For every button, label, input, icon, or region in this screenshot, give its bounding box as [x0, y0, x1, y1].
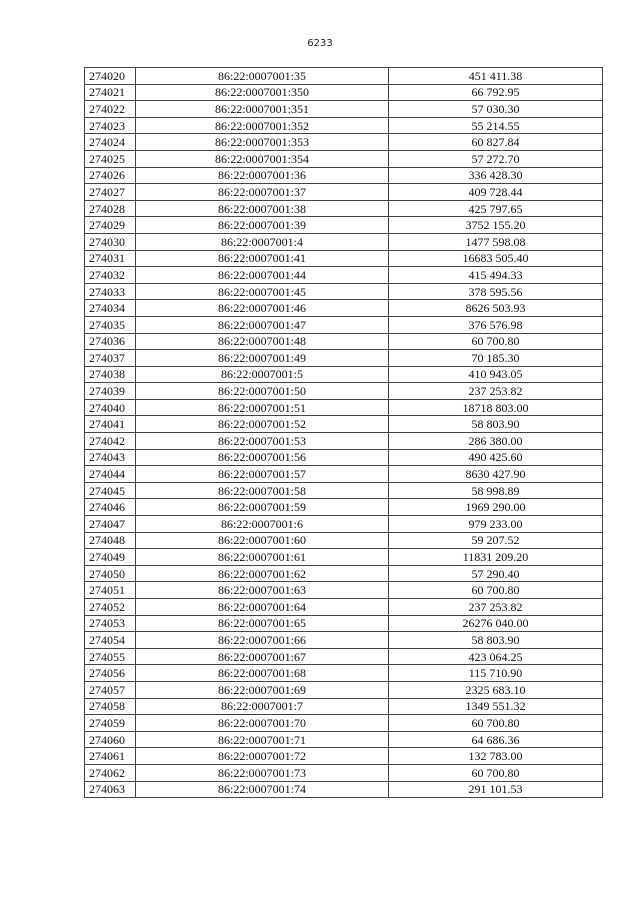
table-row: [85, 582, 603, 599]
cadastral-value-cell: 58 803.90: [389, 416, 603, 433]
row-number-cell: 274020: [85, 68, 136, 85]
cadastral-value-cell: 60 700.80: [389, 333, 603, 350]
row-number-cell: 274037: [85, 350, 136, 367]
cadastral-number-cell: 86:22:0007001:52: [136, 416, 389, 433]
row-number-cell: 274052: [85, 599, 136, 616]
cadastral-value-cell: 409 728.44: [389, 184, 603, 201]
table-row: [85, 466, 603, 483]
cadastral-value-cell: 57 272.70: [389, 150, 603, 167]
row-number-cell: 274030: [85, 233, 136, 250]
row-number-cell: 274041: [85, 416, 136, 433]
cadastral-value-cell: 1349 551.32: [389, 698, 603, 715]
row-number-cell: 274063: [85, 781, 136, 798]
cadastral-value-cell: 3752 155.20: [389, 217, 603, 234]
cadastral-number-cell: 86:22:0007001:41: [136, 250, 389, 267]
cadastral-number-cell: 86:22:0007001:38: [136, 200, 389, 217]
table-row: [85, 283, 603, 300]
cadastral-value-cell: 451 411.38: [389, 68, 603, 85]
cadastral-number-cell: 86:22:0007001:73: [136, 764, 389, 781]
cadastral-value-cell: 979 233.00: [389, 516, 603, 533]
cadastral-number-cell: 86:22:0007001:61: [136, 549, 389, 566]
row-number-cell: 274024: [85, 134, 136, 151]
cadastral-number-cell: 86:22:0007001:46: [136, 300, 389, 317]
cadastral-value-cell: 57 030.30: [389, 101, 603, 118]
cadastral-value-cell: 11831 209.20: [389, 549, 603, 566]
row-number-cell: 274046: [85, 499, 136, 516]
cadastral-number-cell: 86:22:0007001:48: [136, 333, 389, 350]
cadastral-value-cell: 1969 290.00: [389, 499, 603, 516]
cadastral-number-cell: 86:22:0007001:65: [136, 615, 389, 632]
cadastral-value-cell: 58 998.89: [389, 482, 603, 499]
table-row: [85, 681, 603, 698]
cadastral-value-cell: 55 214.55: [389, 117, 603, 134]
table-row: [85, 383, 603, 400]
cadastral-number-cell: 86:22:0007001:63: [136, 582, 389, 599]
cadastral-value-cell: 58 803.90: [389, 632, 603, 649]
table-row: [85, 350, 603, 367]
cadastral-value-cell: 286 380.00: [389, 433, 603, 450]
table-row: [85, 250, 603, 267]
row-number-cell: 274027: [85, 184, 136, 201]
table-row: [85, 599, 603, 616]
table-row: [85, 449, 603, 466]
row-number-cell: 274043: [85, 449, 136, 466]
cadastral-value-table: [84, 67, 603, 798]
table-row: [85, 300, 603, 317]
cadastral-value-cell: 336 428.30: [389, 167, 603, 184]
row-number-cell: 274060: [85, 731, 136, 748]
row-number-cell: 274042: [85, 433, 136, 450]
cadastral-number-cell: 86:22:0007001:35: [136, 68, 389, 85]
cadastral-value-cell: 425 797.65: [389, 200, 603, 217]
cadastral-number-cell: 86:22:0007001:6: [136, 516, 389, 533]
cadastral-number-cell: 86:22:0007001:70: [136, 715, 389, 732]
table-row: [85, 101, 603, 118]
table-row: [85, 516, 603, 533]
table-row: [85, 233, 603, 250]
cadastral-value-cell: 1477 598.08: [389, 233, 603, 250]
row-number-cell: 274031: [85, 250, 136, 267]
table-row: [85, 134, 603, 151]
table-row: [85, 150, 603, 167]
cadastral-number-cell: 86:22:0007001:58: [136, 482, 389, 499]
row-number-cell: 274062: [85, 764, 136, 781]
row-number-cell: 274029: [85, 217, 136, 234]
table-row: [85, 698, 603, 715]
table-row: [85, 648, 603, 665]
cadastral-number-cell: 86:22:0007001:67: [136, 648, 389, 665]
cadastral-number-cell: 86:22:0007001:49: [136, 350, 389, 367]
cadastral-number-cell: 86:22:0007001:36: [136, 167, 389, 184]
row-number-cell: 274021: [85, 84, 136, 101]
cadastral-number-cell: 86:22:0007001:56: [136, 449, 389, 466]
table-row: [85, 781, 603, 798]
table-row: [85, 399, 603, 416]
table-row: [85, 267, 603, 284]
page-number: 6233: [307, 38, 333, 49]
cadastral-number-cell: 86:22:0007001:39: [136, 217, 389, 234]
row-number-cell: 274039: [85, 383, 136, 400]
table-row: [85, 665, 603, 682]
table-row: [85, 184, 603, 201]
table-row: [85, 217, 603, 234]
cadastral-number-cell: 86:22:0007001:59: [136, 499, 389, 516]
cadastral-number-cell: 86:22:0007001:53: [136, 433, 389, 450]
cadastral-value-cell: 70 185.30: [389, 350, 603, 367]
cadastral-value-cell: 237 253.82: [389, 599, 603, 616]
table-body: [85, 68, 603, 798]
cadastral-value-cell: 423 064.25: [389, 648, 603, 665]
cadastral-number-cell: 86:22:0007001:350: [136, 84, 389, 101]
table-row: [85, 333, 603, 350]
row-number-cell: 274033: [85, 283, 136, 300]
row-number-cell: 274045: [85, 482, 136, 499]
cadastral-number-cell: 86:22:0007001:354: [136, 150, 389, 167]
cadastral-value-cell: 18718 803.00: [389, 399, 603, 416]
table-row: [85, 615, 603, 632]
row-number-cell: 274022: [85, 101, 136, 118]
row-number-cell: 274057: [85, 681, 136, 698]
row-number-cell: 274058: [85, 698, 136, 715]
cadastral-value-cell: 59 207.52: [389, 532, 603, 549]
cadastral-value-cell: 132 783.00: [389, 748, 603, 765]
table-row: [85, 565, 603, 582]
cadastral-value-cell: 60 700.80: [389, 715, 603, 732]
cadastral-number-cell: 86:22:0007001:50: [136, 383, 389, 400]
table-row: [85, 316, 603, 333]
row-number-cell: 274049: [85, 549, 136, 566]
table-row: [85, 764, 603, 781]
row-number-cell: 274035: [85, 316, 136, 333]
cadastral-value-cell: 8626 503.93: [389, 300, 603, 317]
row-number-cell: 274051: [85, 582, 136, 599]
cadastral-number-cell: 86:22:0007001:69: [136, 681, 389, 698]
table-row: [85, 482, 603, 499]
cadastral-value-cell: 66 792.95: [389, 84, 603, 101]
row-number-cell: 274059: [85, 715, 136, 732]
cadastral-number-cell: 86:22:0007001:7: [136, 698, 389, 715]
cadastral-value-cell: 60 700.80: [389, 582, 603, 599]
cadastral-value-cell: 60 700.80: [389, 764, 603, 781]
cadastral-number-cell: 86:22:0007001:351: [136, 101, 389, 118]
row-number-cell: 274040: [85, 399, 136, 416]
cadastral-number-cell: 86:22:0007001:68: [136, 665, 389, 682]
cadastral-value-cell: 57 290.40: [389, 565, 603, 582]
cadastral-value-cell: 2325 683.10: [389, 681, 603, 698]
row-number-cell: 274055: [85, 648, 136, 665]
table-row: [85, 731, 603, 748]
row-number-cell: 274036: [85, 333, 136, 350]
table-row: [85, 117, 603, 134]
table-row: [85, 715, 603, 732]
cadastral-value-cell: 26276 040.00: [389, 615, 603, 632]
row-number-cell: 274053: [85, 615, 136, 632]
cadastral-value-cell: 410 943.05: [389, 366, 603, 383]
row-number-cell: 274023: [85, 117, 136, 134]
cadastral-value-cell: 378 595.56: [389, 283, 603, 300]
cadastral-number-cell: 86:22:0007001:47: [136, 316, 389, 333]
cadastral-value-cell: 8630 427.90: [389, 466, 603, 483]
table-row: [85, 167, 603, 184]
row-number-cell: 274047: [85, 516, 136, 533]
table-row: [85, 632, 603, 649]
cadastral-number-cell: 86:22:0007001:66: [136, 632, 389, 649]
row-number-cell: 274038: [85, 366, 136, 383]
table-row: [85, 748, 603, 765]
cadastral-number-cell: 86:22:0007001:60: [136, 532, 389, 549]
cadastral-number-cell: 86:22:0007001:352: [136, 117, 389, 134]
cadastral-value-cell: 16683 505.40: [389, 250, 603, 267]
table-row: [85, 416, 603, 433]
cadastral-number-cell: 86:22:0007001:51: [136, 399, 389, 416]
row-number-cell: 274056: [85, 665, 136, 682]
row-number-cell: 274044: [85, 466, 136, 483]
row-number-cell: 274034: [85, 300, 136, 317]
row-number-cell: 274025: [85, 150, 136, 167]
table-row: [85, 84, 603, 101]
cadastral-value-cell: 376 576.98: [389, 316, 603, 333]
table-row: [85, 499, 603, 516]
table-row: [85, 68, 603, 85]
table-row: [85, 549, 603, 566]
row-number-cell: 274048: [85, 532, 136, 549]
row-number-cell: 274032: [85, 267, 136, 284]
cadastral-number-cell: 86:22:0007001:45: [136, 283, 389, 300]
cadastral-number-cell: 86:22:0007001:71: [136, 731, 389, 748]
cadastral-number-cell: 86:22:0007001:72: [136, 748, 389, 765]
row-number-cell: 274061: [85, 748, 136, 765]
cadastral-number-cell: 86:22:0007001:74: [136, 781, 389, 798]
cadastral-value-cell: 60 827.84: [389, 134, 603, 151]
cadastral-number-cell: 86:22:0007001:5: [136, 366, 389, 383]
cadastral-number-cell: 86:22:0007001:62: [136, 565, 389, 582]
cadastral-value-cell: 490 425.60: [389, 449, 603, 466]
cadastral-number-cell: 86:22:0007001:44: [136, 267, 389, 284]
table-row: [85, 532, 603, 549]
row-number-cell: 274050: [85, 565, 136, 582]
row-number-cell: 274028: [85, 200, 136, 217]
cadastral-number-cell: 86:22:0007001:57: [136, 466, 389, 483]
row-number-cell: 274054: [85, 632, 136, 649]
table-row: [85, 433, 603, 450]
cadastral-value-cell: 115 710.90: [389, 665, 603, 682]
table-row: [85, 200, 603, 217]
cadastral-value-cell: 415 494.33: [389, 267, 603, 284]
table-row: [85, 366, 603, 383]
cadastral-value-cell: 237 253.82: [389, 383, 603, 400]
cadastral-number-cell: 86:22:0007001:353: [136, 134, 389, 151]
cadastral-value-cell: 64 686.36: [389, 731, 603, 748]
row-number-cell: 274026: [85, 167, 136, 184]
cadastral-number-cell: 86:22:0007001:37: [136, 184, 389, 201]
cadastral-number-cell: 86:22:0007001:4: [136, 233, 389, 250]
cadastral-number-cell: 86:22:0007001:64: [136, 599, 389, 616]
cadastral-value-cell: 291 101.53: [389, 781, 603, 798]
